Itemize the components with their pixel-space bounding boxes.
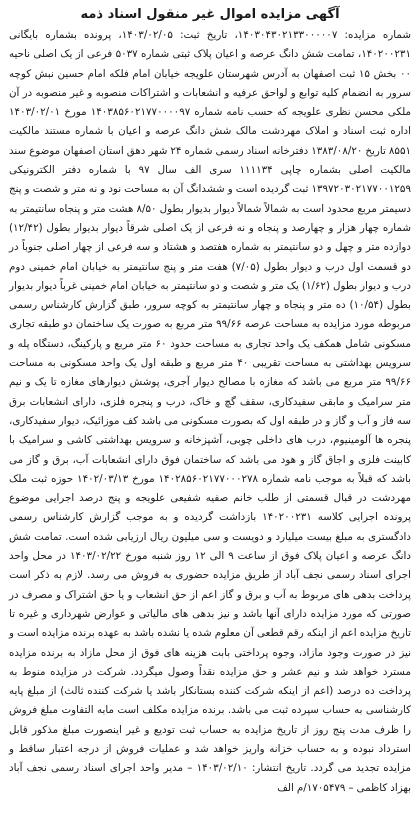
notice-title: آگهی مزایده اموال غیر منقول اسناد ذمه	[80, 7, 340, 22]
notice-body: شماره مزایده: ۱۴۰۳۰۴۳۰۲۱۳۳۰۰۰۰۰۷، تاریخ ثبت: ۱۴۰۳/۰۲/۰۵، پرونده بشماره بایگانی ۱۴۰۲۰۰۲۳۱، تمامت شش دانگ عرصه و اعیان پلاک ثبتی شماره ۵۰۳۷ فرعی از یک اصلی ناحیه ۰۰ بخش ۱۵ ثبت اصفهان به آدرس شهرستان علویجه خیابان امام فلکه امام حسین نبش کوچه سرور به انضمام کلیه توابع و لواحق عرفیه و انشعابات و اشتراکات منصوبه و غیر منصوبه در آن ملکی محسن نظری علویجه که حسب نامه شماره ۱۴۰۳۸۵۶۰۲۱۷۷۰۰۰۰۹۷ مورخ ۱۴۰۳/۰۲/۰۱ اداره ثبت اسناد و املاک مهردشت مالک شش دانگ عرصه و اعیان با شماره مستند مالکیت ۸۵۵۱ تاریخ ۱۳۸۳/۰۸/۲۰ دفترخانه اسناد رسمی شماره ۲۴ شهر دهق استان اصفهان موضوع سند مالکیت اصلی بشماره چاپی ۱۱۱۱۳۴ سری الف سال ۹۷ با شماره دفتر الکترونیکی ۱۳۹۷۲۰۳۰۲۱۷۷۰۰۱۲۵۹ ثبت گردیده است و ششدانگ آن به مساحت نود و نه متر و شصت و پنج دسیمتر مربع محدود است به شمالاً شمالاً دیوار بدیوار بطول ۸/۵۰ هشت متر و پنجاه سانتیمتر به شماره چهار هزار و چهارصد و پنجاه و نه فرعی از یک اصلی شرقاً دیوار بدیوار بطول (۱۲/۴۲) دوازده متر و چهل و دو سانتیمتر به شماره هفتصد و هشتاد و سه فرعی از چهار اصلی جنوباً در دو قسمت اول درب و دیوار بطول (۷/۰۵) هفت متر و پنج سانتیمتر به خیابان امام خمینی دوم درب و دیوار بطول (۱/۶۲) یک متر و شصت و دو سانتیمتر به خیابان امام خمینی غرباً دیوار بدیوار بطول (۱۰/۵۴) ده متر و پنجاه و چهار سانتیمتر به کوچه سرور، طبق گزارش کارشناس رسمی مربوطه مورد مزایده به مساحت عرصه ۹۹/۶۶ متر مربع به صورت یک ساختمان دو طبقه تجاری مسکونی شامل همکف یک واحد تجاری به مساحت حدود ۶۰ متر مربع و پارکینگ، دستگاه پله و سرویس بهداشتی به مساحت تقریبی ۴۰ متر مربع و طبقه اول یک واحد مسکونی به مساحت ۹۹/۶۶ متر مربع می باشد که مغازه با مصالح دیوار آجری، پوشش دیوارهای مغازه تا یک و نیم متر سرامیک و مابقی سفیدکاری، سقف گچ و خاک، درب و پنجره فلزی، دارای انشعابات برق سه فاز و آب و گاز و در طبقه اول که بصورت مسکونی می باشد کف موزائیک، دیوار سفیدکاری، پنجره ها آلومینیوم، درب های داخلی چوبی، آشپزخانه و سرویس بهداشتی کاشی و سرامیک با کابینت فلزی و اجاق گاز و هود می باشد که ساختمان فوق دارای انشعابات آب، برق و گاز می باشد که قبلاً به موجب نامه شماره ۱۴۰۲۸۵۶۰۲۱۷۷۰۰۰۲۷۸ مورخ ۱۴۰۲/۰۳/۱۳ حوزه ثبت ملک مهردشت در قبال قسمتی از طلب خانم صفیه شفیعی علویجه و پنج درصد اجرایی موضوع پرونده اجرایی کلاسه ۱۴۰۲۰۰۲۳۱ بازداشت گردیده و به موجب گزارش کارشناس رسمی دادگستری به مبلغ بیست میلیارد و دویست و سی میلیون ریال ارزیابی شده است. تمامت شش دانگ عرصه و اعیان پلاک فوق از ساعت ۹ الی ۱۲ روز شنبه مورخ ۱۴۰۳/۰۲/۲۲ در محل واحد اجرای اسناد رسمی نجف آباد از طریق مزایده حضوری به فروش می رسد. لازم به ذکر است پرداخت بدهی های مربوط به آب و برق و گاز اعم از حق انشعاب و یا حق اشتراک و مصرف در صورتی که مورد مزایده دارای آنها باشد و نیز بدهی های مالیاتی و عوارض شهرداری و غیره تا تاریخ مزایده اعم از اینکه رقم قطعی آن معلوم شده یا نشده باشد به عهده برنده مزایده است و نیز در صورت وجود مازاد، وجوه پرداختی بابت هزینه های فوق از محل مازاد به برنده مزایده مسترد خواهد شد و نیم عشر و حق مزایده نقداً وصول میگردد. شرکت در مزایده منوط به پرداخت ده درصد (اعم از اینکه شرکت کننده بستانکار باشد یا شرکت کننده ثالث) از مبلغ پایه کارشناسی به حساب سپرده ثبت می باشد. برنده مزایده مکلف است مابه التفاوت مبلغ فروش را ظرف مدت پنج روز از تاریخ مزایده به حساب ثبت تودیع و غیر اینصورت مبلغ مذکور قابل استرداد نبوده و به حساب خزانه واریز خواهد شد و عملیات فروش از درجه اعتبار ساقط و مزایده تجدید می گردد. تاریخ انتشار: ۱۴۰۳/۰۲/۱۰ – مدیر واحد اجرای اسناد رسمی نجف آباد بهزاد کاظمی – ۱۷۰۵۴۷۹/م الف	[9, 29, 412, 794]
